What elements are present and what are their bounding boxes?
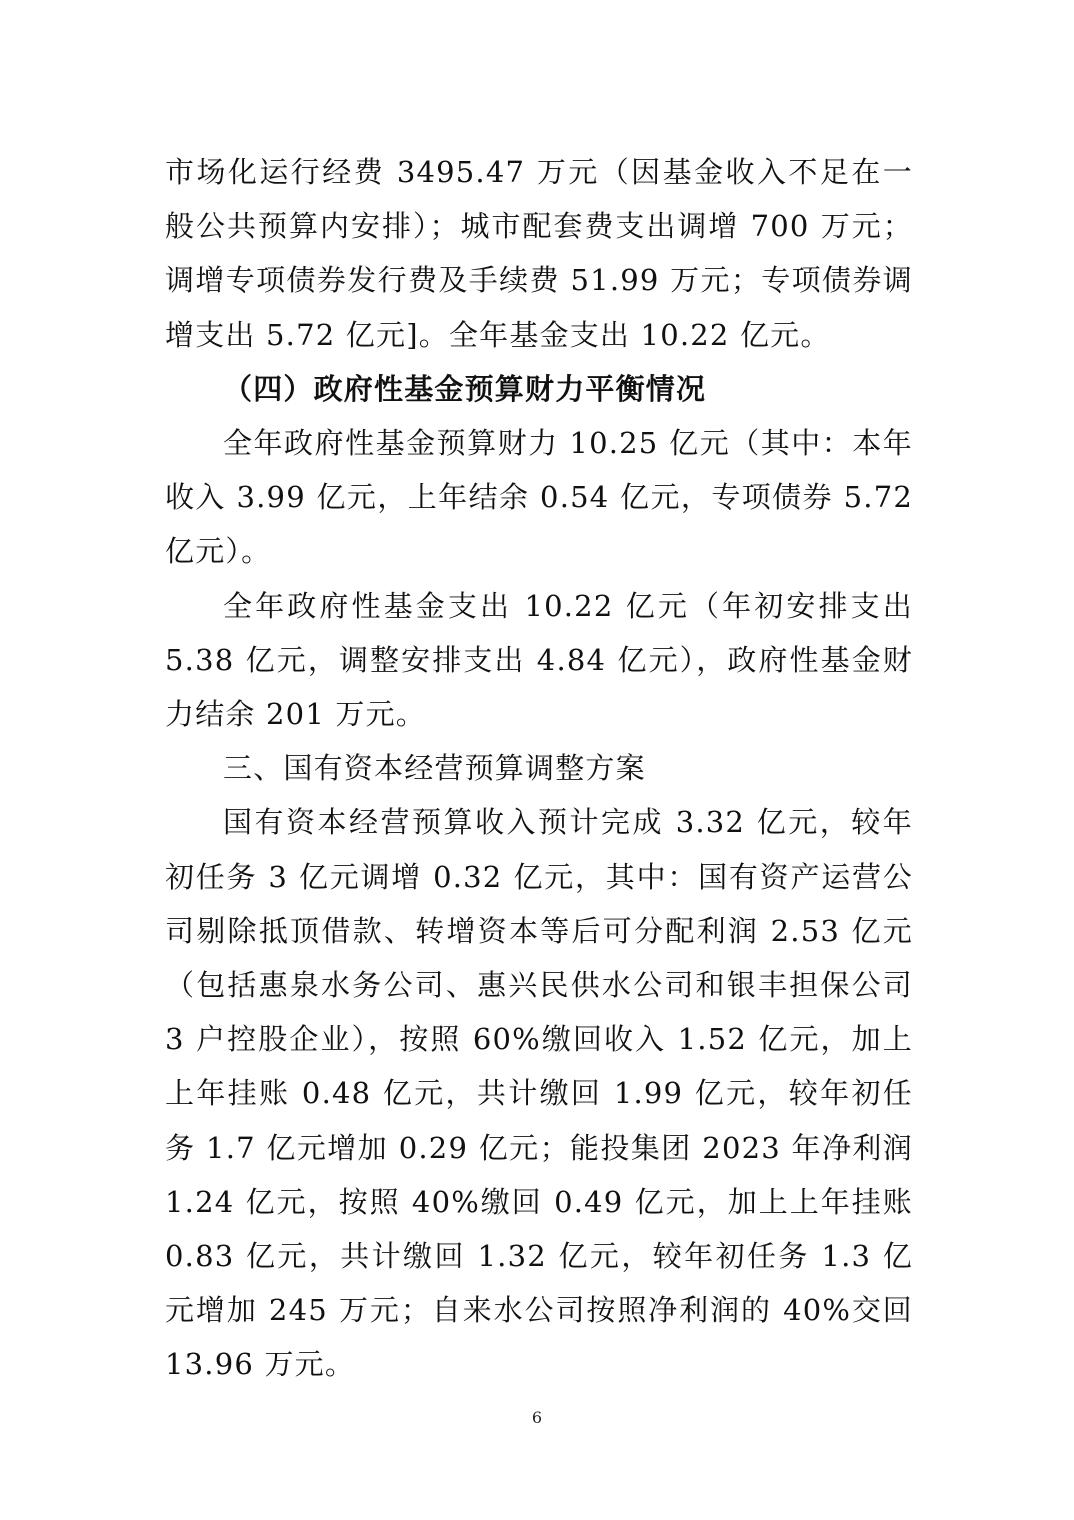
section-heading-fund-balance: （四）政府性基金预算财力平衡情况: [223, 371, 707, 406]
section-heading-state-capital-budget: 三、国有资本经营预算调整方案: [223, 751, 646, 786]
paragraph-state-capital-revenue: 国有资本经营预算收入预计完成 3.32 亿元，较年初任务 3 亿元调增 0.32 亿元，其中：国有资产运营公司剔除抵顶借款、转增资本等后可分配利润 2.53 亿元（包括惠泉水务公司、惠兴民供水公司和银丰担保公司 3 户控股企业），按照 60%缴回收入 1.52 亿元，加上上年挂账 0.48 亿元，共计缴回 1.99 亿元，较年初任务 1.7 亿元增加 0.29 亿元；能投集团 2023 年净利润 1.24 亿元，按照 40%缴回 0.49 亿元，加上上年挂账 0.83 亿元，共计缴回 1.32 亿元，较年初任务 1.3 亿元增加 245 万元；自来水公司按照净利润的 40%交回 13.96 万元。: [165, 805, 913, 1382]
paragraph-fund-expenditure-continued: 市场化运行经费 3495.47 万元（因基金收入不足在一般公共预算内安排）；城市配套费支出调增 700 万元；调增专项债券发行费及手续费 51.99 万元；专项债券调增支出 5.72 亿元]。全年基金支出 10.22 亿元。: [165, 155, 913, 352]
document-body: [165, 145, 913, 1392]
paragraph-fund-expenditure-total: 全年政府性基金支出 10.22 亿元（年初安排支出 5.38 亿元，调整安排支出 4.84 亿元），政府性基金财力结余 201 万元。: [165, 588, 913, 732]
page-number: 6: [531, 1408, 543, 1427]
paragraph-fund-financial-resources: 全年政府性基金预算财力 10.25 亿元（其中：本年收入 3.99 亿元，上年结余 0.54 亿元，专项债券 5.72 亿元）。: [165, 426, 913, 569]
